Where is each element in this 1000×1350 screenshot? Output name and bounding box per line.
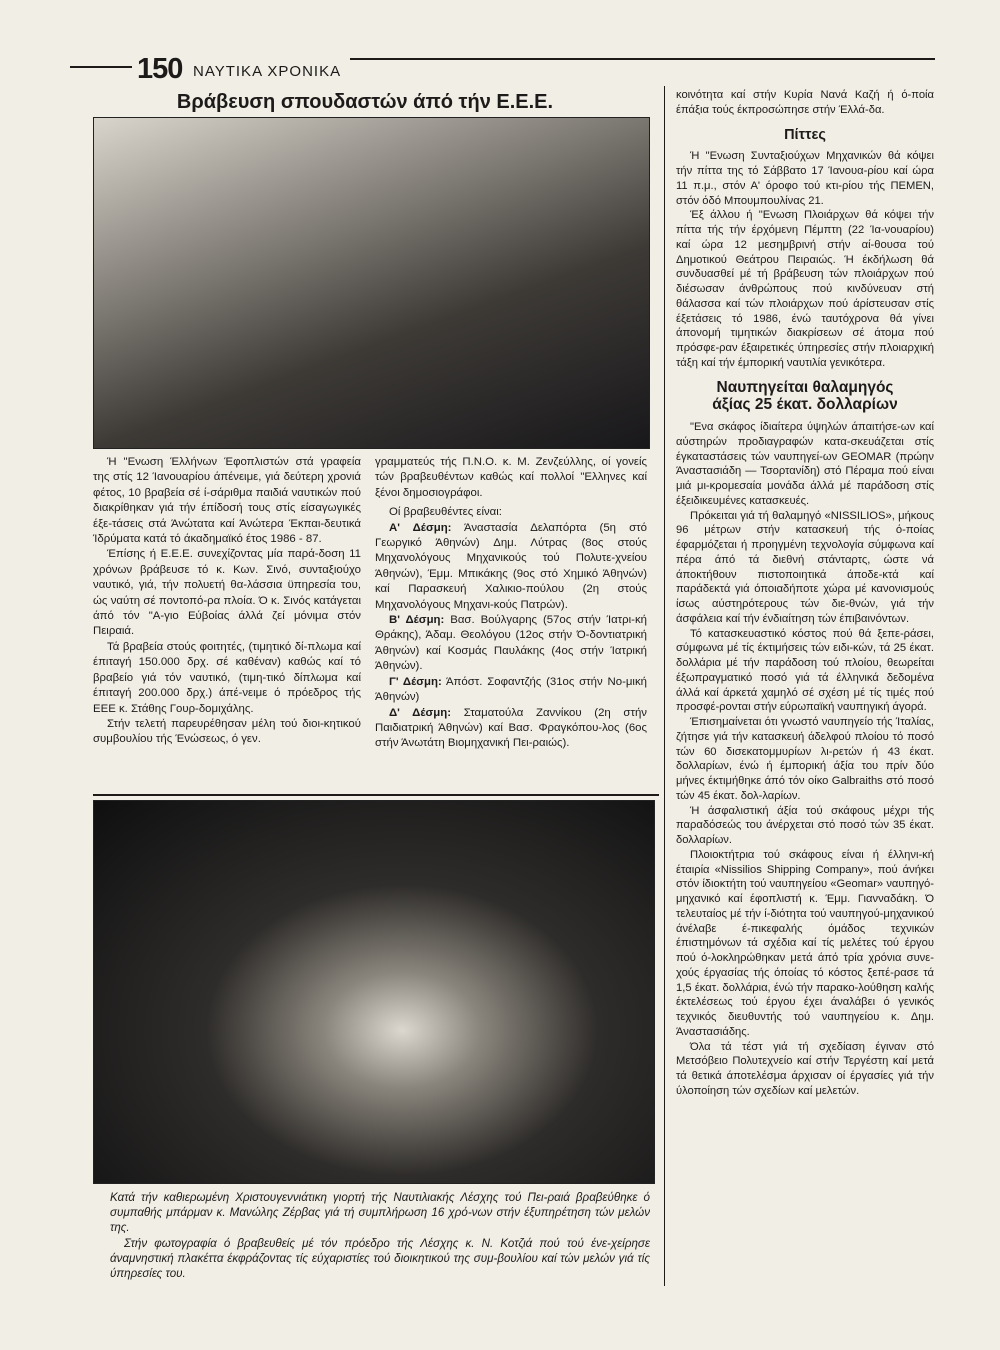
pittes-title: Πίττες (784, 126, 826, 143)
award-group (375, 675, 647, 706)
ship-title-line-1: Ναυπηγείται θαλαμηγός (716, 378, 894, 396)
section-divider (93, 794, 659, 796)
awards-lead: Οί βραβευθέντες είναι: (389, 506, 502, 519)
caption-line: Κατά τήν καθιερωμένη Χριστουγεννιάτικη γιορτή τής Ναυτιλιακής Λέσχης τού Πει-ραιά βραβεύθηκε ό συμπαθής μπάρμαν κ. Μανώλης Ζέρβας γιά τή συμπλήρωση 16 χρό-νων στήν έξυπηρέτηση τών μελών της. (110, 1191, 650, 1235)
award-label: Β' Δέσμη: (389, 614, 445, 627)
article-paragraph: Πλοιοκτήτρια τού σκάφους είναι ή έλληνι-κή έταιρία «Nissilios Shipping Company», πού άνήκει στόν ίδιοκτήτη τού ναυπηγείου «Geomar» ναυπηγό-μηχανικό καί έφοπλιστή κ. Έμμ. Γιανναδάκη. Ό τελευταίος μέ τήν ί-διότητα τού ναυπηγού-μηχανικού άνέλαβε έ-πικεφαλής όμάδος τεχνικών έπιστημόνων τά σχέδια καί τίς μελέτες τού έργου πού ό-λοκληρώθηκαν μετά άπό τρία χρόνια συνε-χούς έργασίας τής όποίας τό κόστος ξεπέ-ρασε τά 1,5 έκατ. δολλάρια, ένώ τήν παρακο-λούθηση καλής έκτελέσεως τού έργου έχει άναλάβει ό γενικός τεχνικός διευθυντής τού ναυπηγείου κ. Δημ. Άναστασιάδης. (676, 848, 934, 1038)
award-text: Βασ. Βούλγαρης (57ος στήν Ίατρι-κή Θράκης), Άδαμ. Θεολόγου (12ος στήν Ό-δοντιατρική Άθηνών) καί Κοσμάς Παυλάκης (4ος στήν Ίατρική Άθηνών). (375, 614, 647, 673)
award-text: Άπόστ. Σοφαντζής (31ος στήν Νο-μική Άθηνών) (375, 675, 647, 704)
article-paragraph: Έξ άλλου ή "Ενωση Πλοιάρχων θά κόψει τήν πίττα τής τήν έρχόμενη Πέμπτη (22 Ία-νουαρίου) καί ώρα 12 μεσημβρινή στήν αί-θουσα τού Δημοτικού Θεάτρου Πειραιώς. Ή έκδήλωση θά συνδυασθεί μέ τή βράβευση τών πλοιάρχων πού διέσωσαν άνθρώπους πού κινδύνευαν στή θάλασσα καί τών πλοιάρχων πού άρίστευσαν στίς έξετάσεις τό 1986, ένώ ταυτόχρονα θά γίνει άπονομή τιμητικών διακρίσεων σέ άτομα πού πρόσφε-ραν έξαιρετικές ύπηρεσίες στήν πλοιαρχική τάξη καί τήν έμπορική ναυτιλία γενικότερα. (676, 209, 934, 369)
article-paragraph: "Ενα σκάφος ίδιαίτερα ύψηλών άπαιτήσε-ων καί αύστηρών προδιαγραφών κατα-σκευάζεται στίς έγκαταστάσεις τών ναυπηγεί-ων GEOMAR (πρώην Άναστασιάδη — Τσορτανίδη) στό Πέραμα πού είναι μιά μι-κρομεσαία μονάδα άλλά μέ παράδοση στίς έξειδικευμένες κατασκευές. (676, 421, 934, 507)
award-text: Σταματούλα Ζαννίκου (2η στήν Παιδιατρική Άθηνών) καί Βασ. Φραγκόπου-λος (6ος στήν Άνωτάτη Βιομηχανική Πει-ραιώς). (375, 706, 647, 750)
header-rule-left (70, 66, 132, 68)
award-group (375, 521, 647, 613)
column-divider (664, 86, 665, 1286)
article-paragraph: Τά βραβεία στούς φοιτητές, (τιμητικό δί-πλωμα καί έπιταγή 150.000 δρχ. σέ καθέναν) καθώς καί τό βραβείο γιά τόν ναυτικό, (τιμη-τικό δίπλωμα καί έπιταγή 200.000 δρχ.) άπέ-νειμε ό πρόεδρος τής ΕΕΕ κ. Στάθης Γουρ-δομιχάλης. (93, 640, 361, 715)
article-paragraph: Στήν τελετή παρευρέθησαν μέλη τού διοι-κητικού συμβουλίου τής Ένώσεως, ό γεν. (93, 717, 361, 746)
article-paragraph: Τό κατασκευαστικό κόστος πού θά ξεπε-ράσει, σύμφωνα μέ τίς έκτιμήσεις τών ειδι-κών, τά 25 έκατ. δολλάρια μέ τήν παράδοση τού πλοίου, θεωρείται έξωπραγματικό ποσό γιά τά έλληνικά δεδομένα άλλά καί άρκετά χαμηλό σέ σχέση μέ τίς τιμές πού προσφέ-ρονται στήν εύρωπαϊκή ναυπηγική άγορά. (676, 627, 934, 714)
page-number: 150 (137, 53, 183, 85)
award-label: Γ' Δέσμη: (389, 675, 442, 688)
caption-line: Στήν φωτογραφία ό βραβευθείς μέ τόν πρόεδρο τής Λέσχης κ. Ν. Κοτζιά πού τού ένε-χείρησε άναμνηστική πλακέττα έκφράζοντας τίς εύχαριστίες τού διοικητικού της συμ-βουλίου καί τών μελών γιά τίς ύπηρεσίες του. (110, 1236, 650, 1281)
award-ceremony-photo (93, 117, 650, 449)
continued-paragraph: κοινότητα καί στήν Κυρία Νανά Καζή ή ό-ποία έπάξια τούς έκπροσώπησε στήν Έλλά-δα. (676, 89, 934, 116)
award-label: Δ' Δέσμη: (389, 706, 452, 719)
article-paragraph: Ή "Ενωση Έλλήνων Έφοπλιστών στά γραφεία της στίς 12 Ίανουαρίου άπένειμε, γιά δεύτερη χρονιά φέτος, 10 βραβεία σέ ί-σάριθμα παιδιά ναυτικών πού διακρίθηκαν γιά τήν έπίδοσή τους στίς είσαγωγικές έξε-τάσεις στά Άνώτατα καί Άνώτερα Έκπαι-δευτικά Ίδρύματα κατά τό άκαδημαϊκό έτος 1986 - 87. (93, 456, 361, 546)
ship-title-line-2: άξίας 25 έκατ. δολλαρίων (712, 396, 898, 414)
award-label: Α' Δέσμη: (389, 521, 452, 534)
article-paragraph: Έπίσης ή Ε.Ε.Ε. συνεχίζοντας μία παρά-δοση 11 χρόνων βράβευσε τό κ. Κων. Σινό, συνταξιούχο ναυτικό, γιά, τήν πολυετή θα-λάσσια ϋπηρεσία του, ώς ναύτη σέ ποντοπό-ρα πλοία. Ό κ. Σινός κατάγεται άπό τόν "Α-γιο Εύβοίας άλλά ζεί μόνιμα στόν Πειραιά. (93, 548, 361, 638)
article-column-1 (93, 455, 361, 748)
article-title: Βράβευση σπουδαστών άπό τήν Ε.Ε.Ε. (176, 91, 554, 113)
article-paragraph: Πρόκειται γιά τή θαλαμηγό «NISSILIOS», μήκους 96 μέτρων στήν κατασκευή τής ό-ποίας έφαρμόζεται ή προηγμένη τεχνολογία σύμφωνα καί πέρα άπό τά διεθνή στάνταρτς, ώστε νά άποκτήθουν πιστοποιητικά άποδε-κτά καί παράδεκτά γιά όποιαδήποτε χώρα μέ κανονισμούς ίσως αύστηρότερους τών διε-θνών, γιά τήν άσφάλεια καί τήν ένδιαίτηση τών έπιβαινόντων. (676, 509, 934, 625)
article-paragraph: Έπισημαίνεται ότι γνωστό ναυπηγείο τής Ίταλίας, ζήτησε γιά τήν κατασκευή άδελφού πλοίου τό ποσό τών 60 δισεκατομμυρίων λι-ρετών ή 43 έκατ. δολλαρίων, ένώ ή έμπορική άξία του πρίν δύο μήνες έκτιμήθηκε άπό τόν οίκο Galbraiths στό ποσό τών 45 έκατ. δολ-λαρίων. (676, 716, 934, 802)
award-group (375, 613, 647, 675)
magazine-title: ΝΑΥΤΙΚΑ ΧΡΟΝΙΚΑ (193, 63, 342, 80)
article-paragraph: Ή "Ενωση Συνταξιούχων Μηχανικών θά κόψει τήν πίττα της τό Σάββατο 17 Ίανουα-ρίου καί ώρα 11 π.μ., στόν Α' όροφο τού κτι-ρίου τής ΠΕΜΕΝ, στόν όδό Μπουμπουλίνας 21. (676, 150, 934, 207)
article-paragraph: Όλα τά τέστ γιά τή σχεδίαση έγιναν στό Μετσόβειο Πολυτεχνείο καί στήν Τεργέστη καί μετά τά θετικά άποτελέσμα άρχισαν οί έργασίες γιά τήν ύλοποίηση τών σχεδίων καί μελετών. (676, 1040, 934, 1097)
photo-caption (110, 1190, 650, 1281)
award-text: Άναστασία Δελαπόρτα (5η στό Γεωργικό Άθηνών) Δημ. Λύτρας (8ος στούς Μηχανολόγους Μηχανικούς τού Πολυτε-χνείου Άθηνών), Έμμ. Μπικάκης (9ος στό Χημικό Άθηνών) καί Παρασκευή Χαλικιο-πούλου (2η στούς Μηχανολόγους Μηχανι-κούς Πατρών). (375, 521, 647, 611)
article-column-2 (375, 455, 647, 752)
article-paragraph: γραμματεύς τής Π.Ν.Ο. κ. Μ. Ζενζεύλλης, οί γονείς τών βραβευθέντων καθώς καί πολλοί "Ελληνες καί ξένοι δημοσιογράφοι. (375, 456, 647, 499)
nautical-club-photo (93, 800, 655, 1184)
header-rule-right (350, 58, 935, 60)
right-column (676, 88, 934, 1099)
award-group (375, 706, 647, 752)
article-paragraph: Ή άσφαλιστική άξία τού σκάφους μέχρι τής παραδόσεώς του άνέρχεται στό ποσό τών 35 έκατ. δολλαρίων. (676, 804, 934, 846)
